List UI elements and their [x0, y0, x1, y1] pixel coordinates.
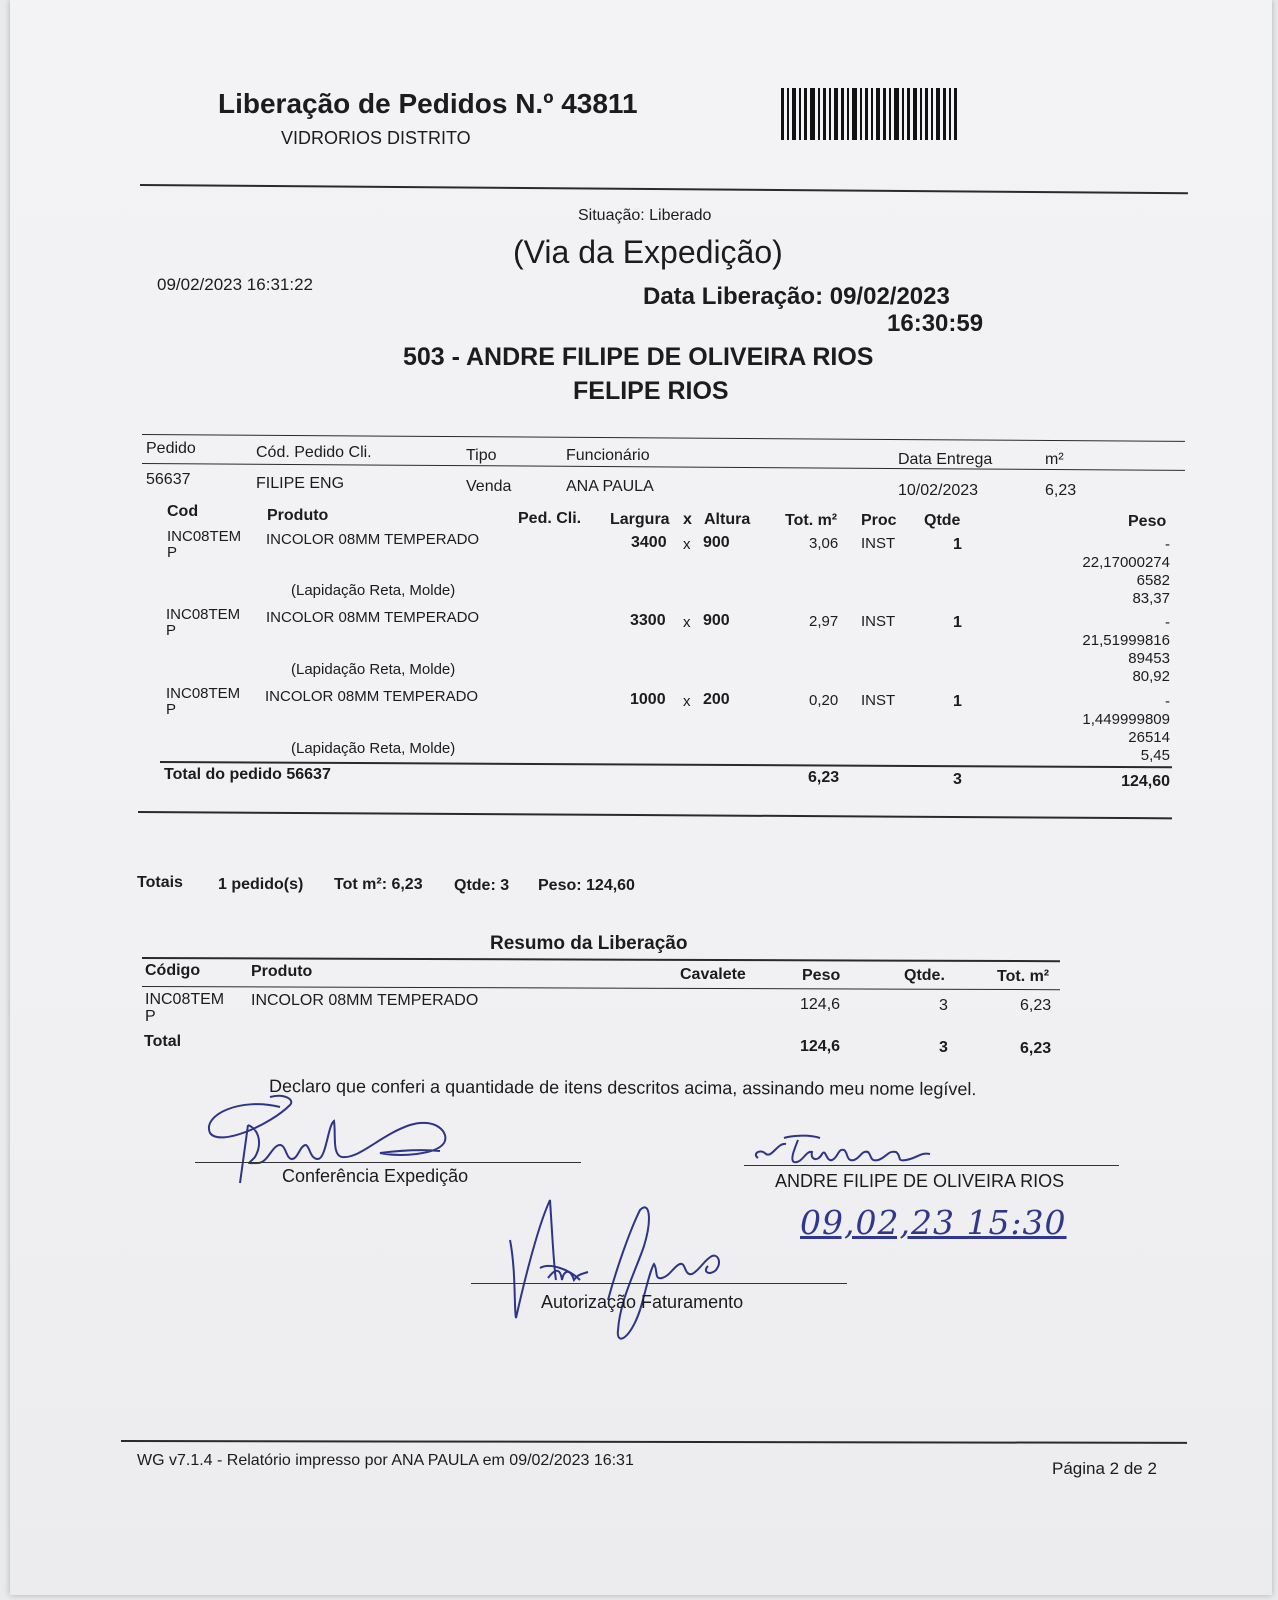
resumo-row-qtde: 3: [939, 997, 948, 1014]
declaration-text: Declaro que conferi a quantidade de itens descritos acima, assinando meu nome legível.: [268, 1076, 977, 1100]
item-3-cod: INC08TEM: [166, 685, 241, 702]
item-2-obs: (Lapidação Reta, Molde): [291, 661, 456, 678]
totais-label: Totais: [137, 874, 183, 891]
resumo-total-tot-m2: 6,23: [1020, 1040, 1052, 1057]
item-3-qtde: 1: [953, 693, 962, 710]
order-cod-pedido-cli: FILIPE ENG: [256, 475, 345, 492]
item-1-x: x: [683, 536, 691, 553]
item-3-largura: 1000: [630, 691, 666, 708]
item-1-cod: INC08TEM: [167, 528, 242, 545]
col-tipo-header: Tipo: [466, 447, 497, 464]
items-col-altura: Altura: [704, 511, 751, 528]
items-col-produto: Produto: [267, 507, 329, 524]
item-3-peso-dash: -: [1165, 693, 1170, 710]
cliente-name-label: ANDRE FILIPE DE OLIVEIRA RIOS: [775, 1171, 1065, 1191]
order-tipo: Venda: [466, 478, 512, 495]
conferencia-signature-line: [195, 1162, 581, 1163]
autorizacao-label: Autorização Faturamento: [541, 1292, 744, 1312]
col-cod-pedido-cli-header: Cód. Pedido Cli.: [256, 444, 372, 461]
resumo-col-produto: Produto: [251, 963, 313, 980]
item-3-cod-cont: P: [166, 701, 177, 718]
document-page: [10, 0, 1272, 1595]
client-name: 503 - ANDRE FILIPE DE OLIVEIRA RIOS: [403, 343, 874, 371]
items-col-peso: Peso: [1128, 513, 1167, 530]
status-text: Situação: Liberado: [578, 207, 712, 224]
release-time: 16:30:59: [887, 310, 984, 337]
items-col-ped-cli: Ped. Cli.: [518, 510, 582, 527]
footer-divider: [121, 1440, 1187, 1444]
resumo-total-qtde: 3: [939, 1039, 948, 1056]
item-1-produto: INCOLOR 08MM TEMPERADO: [266, 531, 480, 548]
totais-pedidos: 1 pedido(s): [218, 876, 304, 893]
header-divider: [140, 184, 1188, 194]
col-pedido-header: Pedido: [146, 440, 196, 457]
resumo-header-rule: [142, 986, 1060, 990]
order-total-qtde: 3: [953, 771, 962, 788]
item-2-qtde: 1: [953, 614, 962, 631]
signature-autorizacao: [490, 1190, 750, 1350]
company-name: VIDRORIOS DISTRITO: [281, 128, 471, 148]
client-short-name: FELIPE RIOS: [573, 377, 729, 405]
resumo-row-codigo: INC08TEM: [145, 991, 225, 1008]
item-3-x: x: [683, 693, 691, 710]
item-2-produto: INCOLOR 08MM TEMPERADO: [266, 609, 480, 626]
item-2-tot-m2: 2,97: [809, 613, 839, 630]
order-m2: 6,23: [1045, 482, 1077, 499]
resumo-top-rule: [142, 957, 1060, 962]
cliente-signature-line: [744, 1165, 1119, 1166]
items-col-x: x: [683, 511, 692, 528]
order-top-rule: [142, 434, 1185, 442]
page-number: Página 2 de 2: [1052, 1459, 1157, 1478]
resumo-title: Resumo da Liberação: [490, 933, 688, 954]
order-header-rule: [142, 463, 1185, 471]
resumo-col-codigo: Código: [145, 962, 201, 979]
items-col-proc: Proc: [861, 512, 897, 529]
item-1-peso: 83,37: [1132, 590, 1170, 607]
item-2-largura: 3300: [630, 612, 666, 629]
order-funcionario: ANA PAULA: [566, 478, 654, 495]
item-1-qtde: 1: [953, 536, 962, 553]
items-col-largura: Largura: [610, 511, 670, 528]
col-funcionario-header: Funcionário: [566, 447, 650, 464]
footer-printed-by: WG v7.1.4 - Relatório impresso por ANA PAULA em 09/02/2023 16:31: [137, 1452, 634, 1469]
order-total-label: Total do pedido 56637: [164, 766, 331, 783]
order-data-entrega: 10/02/2023: [898, 482, 979, 499]
item-3-peso-unit-cont: 26514: [1128, 729, 1170, 746]
handwritten-date: 09,02,23 15:30: [800, 1203, 1067, 1242]
resumo-col-tot-m2: Tot. m²: [997, 968, 1050, 985]
autorizacao-signature-line: [471, 1283, 847, 1284]
item-3-peso: 5,45: [1140, 747, 1170, 764]
item-2-cod: INC08TEM: [166, 606, 241, 623]
signature-cliente: [750, 1128, 950, 1173]
item-1-obs: (Lapidação Reta, Molde): [291, 582, 456, 599]
item-2-x: x: [683, 614, 691, 631]
col-m2-header: m²: [1045, 451, 1064, 468]
item-2-cod-cont: P: [166, 622, 177, 639]
resumo-col-qtde: Qtde.: [904, 967, 945, 984]
item-1-peso-unit: 22,17000274: [1082, 554, 1170, 571]
items-col-qtde: Qtde: [924, 512, 961, 529]
item-2-peso-dash: -: [1165, 614, 1170, 631]
item-1-cod-cont: P: [167, 544, 178, 561]
resumo-row-codigo-cont: P: [145, 1008, 156, 1025]
item-3-tot-m2: 0,20: [809, 692, 839, 709]
resumo-col-cavalete: Cavalete: [680, 966, 746, 983]
order-total-peso: 124,60: [1121, 773, 1170, 790]
items-col-tot-m2: Tot. m²: [785, 512, 838, 529]
item-3-peso-unit: 1,449999809: [1082, 711, 1170, 728]
conferencia-label: Conferência Expedição: [282, 1166, 469, 1186]
item-1-tot-m2: 3,06: [809, 535, 839, 552]
item-1-largura: 3400: [631, 534, 667, 551]
item-1-proc: INST: [861, 535, 896, 552]
item-2-altura: 900: [703, 612, 730, 629]
resumo-total-peso: 124,6: [800, 1038, 841, 1055]
item-1-peso-dash: -: [1165, 536, 1170, 553]
resumo-col-peso: Peso: [802, 967, 841, 984]
col-data-entrega-header: Data Entrega: [898, 451, 993, 468]
item-3-obs: (Lapidação Reta, Molde): [291, 740, 456, 757]
totais-qtde: Qtde: 3: [454, 877, 510, 894]
resumo-row-produto: INCOLOR 08MM TEMPERADO: [251, 992, 479, 1009]
item-1-peso-unit-cont: 6582: [1136, 572, 1170, 589]
item-2-peso-unit-cont: 89453: [1128, 650, 1170, 667]
order-total-m2: 6,23: [808, 769, 840, 786]
document-title: Liberação de Pedidos N.º 43811: [218, 88, 638, 119]
release-date: Data Liberação: 09/02/2023: [643, 283, 950, 310]
resumo-row-tot-m2: 6,23: [1020, 997, 1052, 1014]
resumo-row-peso: 124,6: [800, 996, 841, 1013]
totais-peso: Peso: 124,60: [538, 877, 635, 894]
item-2-peso-unit: 21,51999816: [1082, 632, 1170, 649]
section-divider: [138, 811, 1172, 819]
item-1-altura: 900: [703, 534, 730, 551]
via-label: (Via da Expedição): [513, 234, 783, 270]
item-3-altura: 200: [703, 691, 730, 708]
resumo-total-label: Total: [144, 1033, 182, 1050]
item-3-produto: INCOLOR 08MM TEMPERADO: [265, 688, 479, 705]
order-pedido: 56637: [146, 471, 191, 488]
totais-tot-m2: Tot m²: 6,23: [334, 876, 423, 893]
barcode: [781, 88, 966, 140]
item-2-peso: 80,92: [1132, 668, 1170, 685]
item-3-proc: INST: [861, 692, 896, 709]
printed-datetime: 09/02/2023 16:31:22: [157, 275, 313, 294]
item-2-proc: INST: [861, 613, 896, 630]
items-col-cod: Cod: [167, 503, 199, 520]
